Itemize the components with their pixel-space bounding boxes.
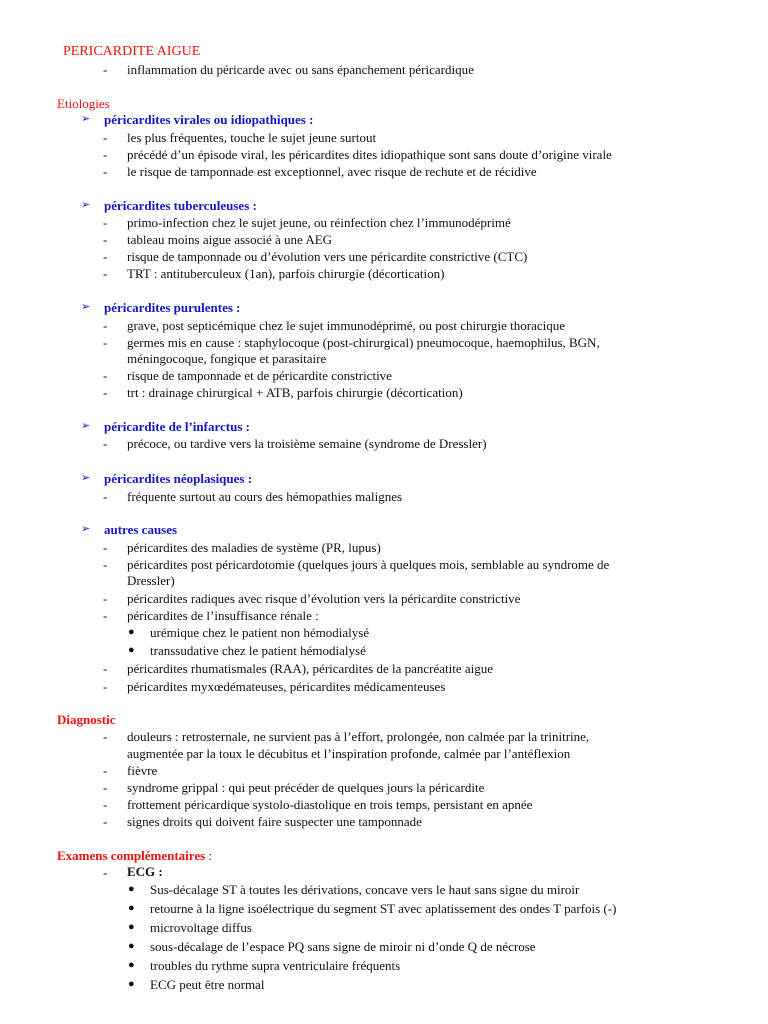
subheading-tuberculeuses: péricardites tuberculeuses :: [104, 198, 257, 213]
dash-marker: -: [103, 232, 108, 247]
bullet-dot-icon: ●: [128, 883, 135, 895]
dash-marker: -: [103, 489, 108, 504]
dash-marker: -: [103, 436, 108, 451]
dash-marker: -: [103, 591, 108, 606]
dash-marker: -: [103, 215, 108, 230]
arrow-bullet-icon: ➢: [81, 113, 91, 125]
list-item: péricardites rhumatismales (RAA), péricardites de la pancréatite aigue: [127, 661, 494, 676]
ecg-item: retourne à la ligne isoélectrique du segment ST avec aplatissement des ondes T parfois (-): [150, 901, 617, 916]
subheading-virales: péricardites virales ou idiopathiques :: [104, 112, 314, 127]
section-heading-examens: [57, 848, 212, 863]
ecg-item: microvoltage diffus: [150, 920, 252, 935]
dash-marker: -: [103, 266, 108, 281]
list-item: péricardites de l’insuffisance rénale :: [127, 608, 319, 623]
section-heading-diagnostic: Diagnostic: [57, 712, 116, 727]
list-item: le risque de tamponnade est exceptionnel, avec risque de rechute et de récidive: [127, 164, 537, 179]
bullet-dot-icon: ●: [128, 644, 135, 656]
dash-marker: -: [103, 164, 108, 179]
list-item: tableau moins aigue associé à une AEG: [127, 232, 333, 247]
list-item: péricardites post péricardotomie (quelques jours à quelques mois, semblable au syndrome de: [127, 557, 610, 572]
list-item-continuation: méningocoque, fongique et parasitaire: [127, 351, 327, 366]
list-item: signes droits qui doivent faire suspecter une tamponnade: [127, 814, 422, 829]
dash-marker: -: [103, 865, 108, 880]
subheading-neoplasiques: péricardites néoplasiques :: [104, 471, 253, 486]
list-item: péricardites radiques avec risque d’évolution vers la péricardite constrictive: [127, 591, 521, 606]
list-item: précédé d’un épisode viral, les péricardites dites idiopathique sont sans doute d’origine virale: [127, 147, 612, 162]
list-item-continuation: augmentée par la toux le décubitus et l’inspiration profonde, calmée par l’antéflexion: [127, 746, 571, 761]
arrow-bullet-icon: ➢: [81, 199, 91, 211]
list-item: frottement péricardique systolo-diastolique en trois temps, persistant en apnée: [127, 797, 533, 812]
dash-marker: -: [103, 249, 108, 264]
subheading-autres-causes: autres causes: [104, 522, 178, 537]
dash-marker: -: [103, 130, 108, 145]
dash-marker: -: [103, 797, 108, 812]
ecg-item: Sus-décalage ST à toutes les dérivations, concave vers le haut sans signe du miroir: [150, 882, 580, 897]
bullet-dot-icon: ●: [128, 978, 135, 990]
dash-marker: -: [103, 147, 108, 162]
list-item: péricardites myxœdémateuses, péricardites médicamenteuses: [127, 679, 446, 694]
list-item: germes mis en cause : staphylocoque (post-chirurgical) pneumocoque, haemophilus, BGN,: [127, 335, 600, 350]
arrow-bullet-icon: ➢: [81, 523, 91, 535]
dash-marker: -: [103, 557, 108, 572]
subheading-infarctus: péricardite de l’infarctus :: [104, 419, 250, 434]
arrow-bullet-icon: ➢: [81, 472, 91, 484]
ecg-item: ECG peut être normal: [150, 977, 265, 992]
list-item: syndrome grippal : qui peut précéder de quelques jours la péricardite: [127, 780, 485, 795]
dash-marker: -: [103, 335, 108, 350]
ecg-item: sous-décalage de l’espace PQ sans signe de miroir ni d’onde Q de nécrose: [150, 939, 536, 954]
list-item: péricardites des maladies de système (PR, lupus): [127, 540, 381, 555]
ecg-label: ECG :: [127, 864, 163, 879]
definition-text: inflammation du péricarde avec ou sans épanchement péricardique: [127, 62, 474, 77]
dash-marker: -: [103, 385, 108, 400]
section-heading-etiologies: Etiologies: [57, 96, 110, 111]
list-item: les plus fréquentes, touche le sujet jeune surtout: [127, 130, 377, 145]
page-title: PERICARDITE AIGUE: [63, 44, 201, 59]
bullet-dot-icon: ●: [128, 902, 135, 914]
arrow-bullet-icon: ➢: [81, 301, 91, 313]
list-item: TRT : antituberculeux (1an), parfois chirurgie (décortication): [127, 266, 445, 281]
dash-marker: -: [103, 679, 108, 694]
list-item: fièvre: [127, 763, 158, 778]
dash-marker: -: [103, 763, 108, 778]
examens-heading-text: Examens complémentaires: [57, 848, 206, 863]
subheading-purulentes: péricardites purulentes :: [104, 300, 241, 315]
list-item: grave, post septicémique chez le sujet immunodéprimé, ou post chirurgie thoracique: [127, 318, 566, 333]
bullet-dot-icon: ●: [128, 940, 135, 952]
ecg-item: troubles du rythme supra ventriculaire fréquents: [150, 958, 401, 973]
list-item: douleurs : retrosternale, ne survient pas à l’effort, prolongée, non calmée par la trinitrine,: [127, 729, 590, 744]
bullet-dot-icon: ●: [128, 921, 135, 933]
dash-marker: -: [103, 608, 108, 623]
dash-marker: -: [103, 780, 108, 795]
list-item: fréquente surtout au cours des hémopathies malignes: [127, 489, 403, 504]
dash-marker: -: [103, 661, 108, 676]
dash-marker: -: [103, 729, 108, 744]
dash-marker: -: [103, 540, 108, 555]
arrow-bullet-icon: ➢: [81, 420, 91, 432]
sub-list-item: transsudative chez le patient hémodialysé: [150, 643, 366, 658]
dash-marker: -: [103, 814, 108, 829]
list-item: précoce, ou tardive vers la troisième semaine (syndrome de Dressler): [127, 436, 487, 451]
examens-heading-suffix: :: [205, 848, 213, 863]
list-item: trt : drainage chirurgical + ATB, parfois chirurgie (décortication): [127, 385, 463, 400]
bullet-dot-icon: ●: [128, 959, 135, 971]
list-item: primo-infection chez le sujet jeune, ou réinfection chez l’immunodéprimé: [127, 215, 511, 230]
list-item-continuation: Dressler): [127, 573, 175, 588]
list-item: risque de tamponnade ou d’évolution vers une péricardite constrictive (CTC): [127, 249, 528, 264]
dash-marker: -: [103, 62, 108, 77]
sub-list-item: urémique chez le patient non hémodialysé: [150, 625, 370, 640]
dash-marker: -: [103, 368, 108, 383]
bullet-dot-icon: ●: [128, 626, 135, 638]
list-item: risque de tamponnade et de péricardite constrictive: [127, 368, 392, 383]
dash-marker: -: [103, 318, 108, 333]
